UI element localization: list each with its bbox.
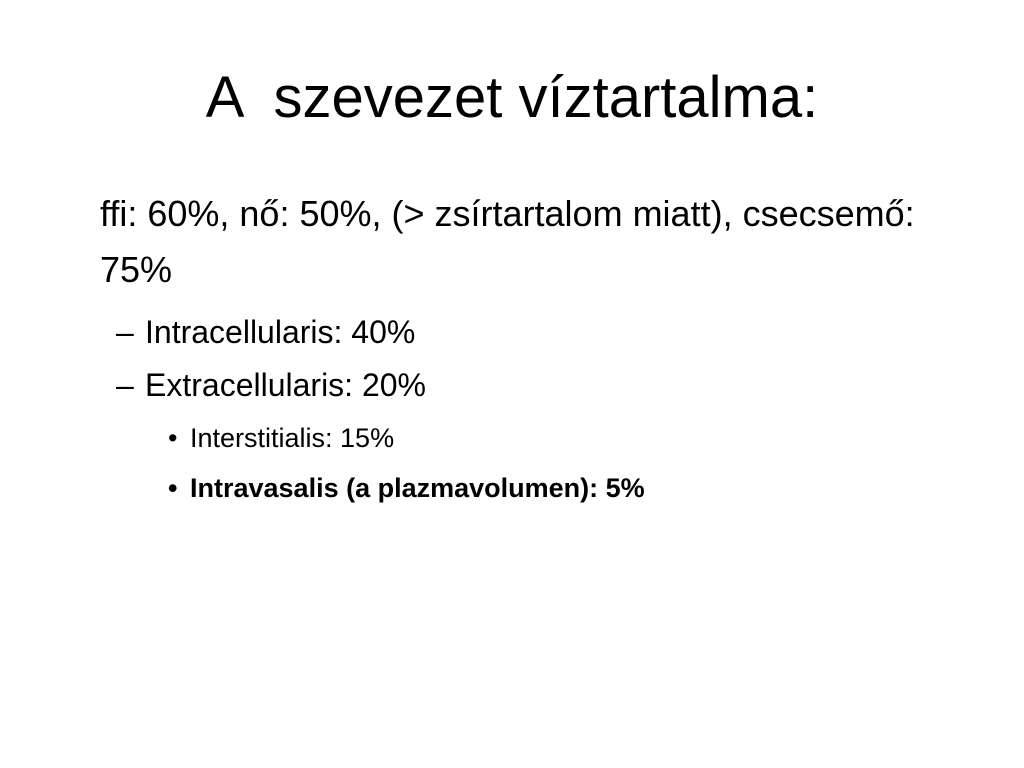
- bullet-level3-intravascular: [100, 472, 960, 504]
- bullet-dot-icon: •: [168, 423, 178, 453]
- dash-marker: –: [116, 367, 134, 403]
- bullet-level2-extracellular: [100, 367, 960, 404]
- bullet-text: Intravasalis (a plazmavolumen): 5%: [190, 473, 645, 503]
- bullet-dot-icon: •: [168, 473, 178, 503]
- bullet-text: Intracellularis: 40%: [145, 314, 416, 350]
- bullet-level3-interstitial: [100, 422, 960, 454]
- dash-marker: –: [116, 314, 134, 350]
- slide-title: A szevezet víztartalma:: [205, 65, 819, 130]
- bullet-level1-water-content: ffi: 60%, nő: 50%, (> zsírtartalom miatt), csecsemő: 75%: [100, 193, 915, 290]
- slide-body: [100, 186, 960, 504]
- bullet-level2-intracellular: [100, 314, 960, 351]
- bullet-text: Interstitialis: 15%: [190, 423, 395, 453]
- bullet-text: Extracellularis: 20%: [145, 367, 426, 403]
